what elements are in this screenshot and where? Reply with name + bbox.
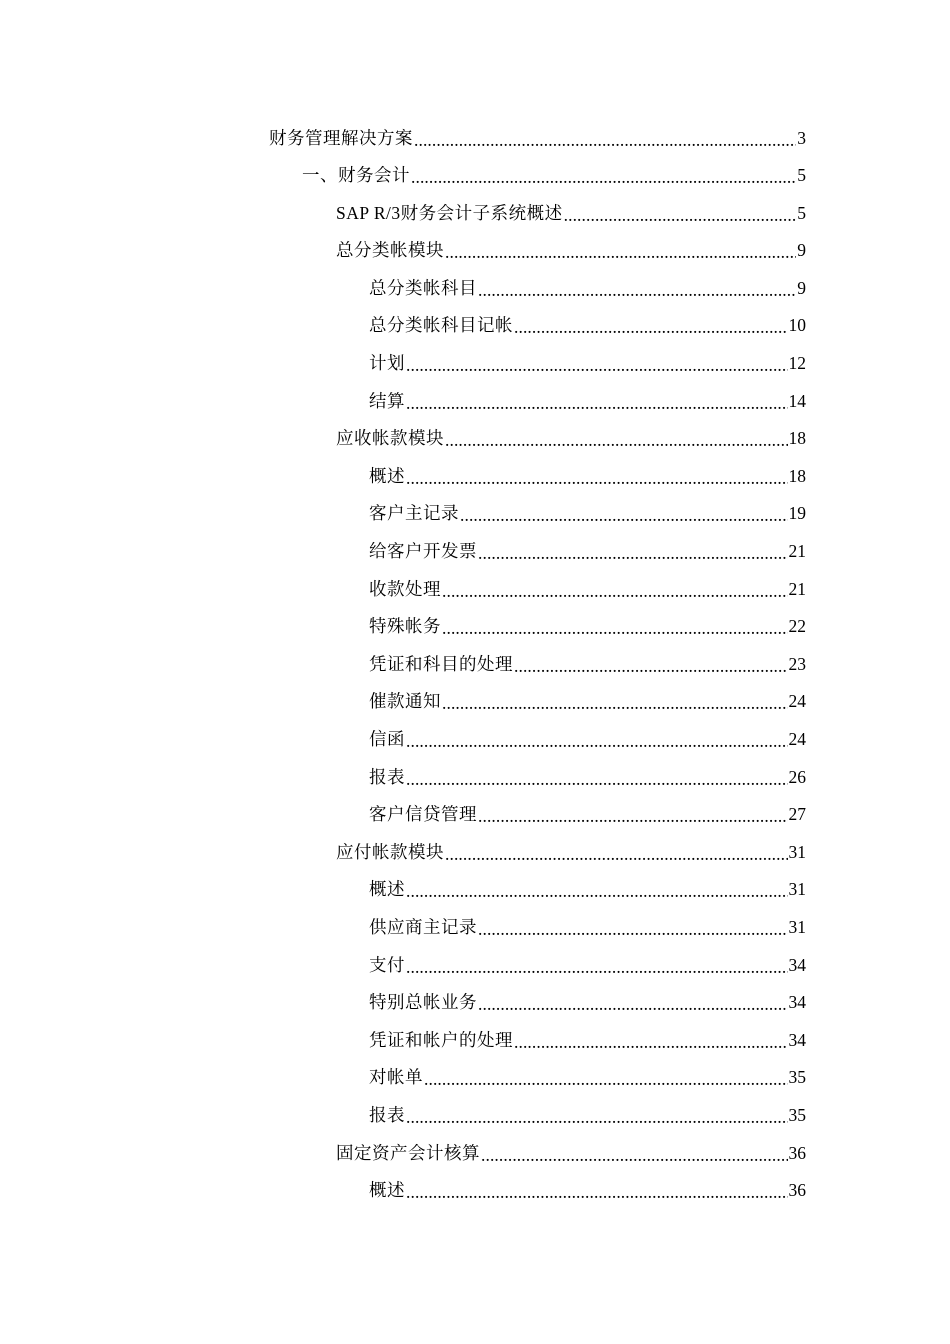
dot-leader — [414, 122, 796, 160]
dot-leader — [514, 648, 788, 686]
toc-entry-title: 应付帐款模块 — [336, 841, 444, 862]
toc-page-number: 23 — [788, 653, 806, 674]
toc-page-number: 19 — [788, 503, 806, 524]
toc-entry[interactable] — [369, 345, 806, 383]
table-of-contents — [0, 120, 950, 1210]
toc-page-number: 26 — [788, 766, 806, 787]
toc-entry[interactable] — [369, 721, 806, 759]
toc-entry-title: 客户主记录 — [369, 503, 459, 524]
toc-page-number: 12 — [788, 353, 806, 374]
toc-entry-title: 概述 — [369, 1180, 405, 1201]
dot-leader — [460, 497, 788, 535]
toc-page-number: 34 — [788, 992, 806, 1013]
toc-entry[interactable] — [369, 871, 806, 909]
toc-entry[interactable] — [336, 1135, 806, 1173]
toc-entry[interactable] — [369, 1059, 806, 1097]
dot-leader — [481, 1137, 788, 1175]
dot-leader — [424, 1061, 788, 1099]
toc-page-number: 3 — [797, 127, 806, 148]
toc-page-number: 36 — [788, 1142, 806, 1163]
toc-entry-title: 特别总帐业务 — [369, 992, 477, 1013]
dot-leader — [406, 385, 788, 423]
toc-entry[interactable] — [369, 796, 806, 834]
toc-page-number: 18 — [788, 428, 806, 449]
toc-entry[interactable] — [369, 947, 806, 985]
toc-entry-title: 应收帐款模块 — [336, 428, 444, 449]
toc-entry-title: 收款处理 — [369, 578, 441, 599]
dot-leader — [411, 159, 796, 197]
toc-entry[interactable] — [369, 495, 806, 533]
toc-entry[interactable] — [369, 571, 806, 609]
toc-entry[interactable] — [369, 1022, 806, 1060]
toc-entry[interactable] — [336, 420, 806, 458]
toc-entry[interactable] — [369, 1172, 806, 1210]
toc-page-number: 9 — [797, 277, 806, 298]
toc-page-number: 35 — [788, 1104, 806, 1125]
dot-leader — [406, 1099, 788, 1137]
toc-page-number: 34 — [788, 954, 806, 975]
dot-leader — [514, 309, 788, 347]
toc-entry-title: 报表 — [369, 766, 405, 787]
toc-entry[interactable] — [369, 683, 806, 721]
toc-page-number: 5 — [797, 165, 806, 186]
toc-entry-title: 客户信贷管理 — [369, 804, 477, 825]
dot-leader — [478, 986, 788, 1024]
toc-entry-title: 信函 — [369, 729, 405, 749]
toc-entry[interactable] — [336, 834, 806, 872]
dot-leader — [406, 761, 788, 799]
dot-leader — [406, 723, 788, 761]
toc-page-number: 35 — [788, 1067, 806, 1088]
toc-entry-title: 固定资产会计核算 — [336, 1142, 480, 1163]
toc-entry[interactable] — [369, 646, 806, 684]
toc-entry[interactable] — [369, 270, 806, 308]
toc-page-number: 24 — [788, 729, 806, 749]
dot-leader — [406, 1174, 788, 1212]
toc-entry-title: 特殊帐务 — [369, 616, 441, 637]
toc-entry-title: 给客户开发票 — [369, 541, 477, 562]
toc-page-number: 24 — [788, 691, 806, 712]
toc-entry[interactable] — [369, 909, 806, 947]
toc-entry[interactable] — [369, 533, 806, 571]
toc-entry-title: 对帐单 — [369, 1067, 423, 1088]
toc-entry[interactable] — [369, 458, 806, 496]
dot-leader — [442, 685, 788, 723]
dot-leader — [478, 272, 796, 310]
toc-page-number: 9 — [797, 240, 806, 261]
toc-entry-title: 总分类帐模块 — [336, 240, 444, 261]
toc-page-number: 5 — [797, 202, 806, 223]
toc-page-number: 10 — [788, 315, 806, 336]
dot-leader — [478, 535, 788, 573]
toc-entry-title: 一、财务会计 — [302, 165, 410, 186]
dot-leader — [478, 911, 788, 949]
dot-leader — [445, 836, 788, 874]
toc-page-number: 31 — [788, 916, 806, 937]
toc-entry[interactable] — [336, 195, 806, 233]
dot-leader — [445, 422, 788, 460]
toc-entry[interactable] — [369, 383, 806, 421]
toc-entry-title: 总分类帐科目 — [369, 277, 477, 298]
dot-leader — [445, 234, 796, 272]
dot-leader — [406, 873, 788, 911]
toc-entry-title: 概述 — [369, 879, 405, 900]
toc-page-number: 21 — [788, 578, 806, 599]
dot-leader — [406, 347, 788, 385]
toc-entry[interactable] — [269, 120, 806, 158]
toc-page-number: 14 — [788, 390, 806, 411]
toc-page-number: 31 — [788, 879, 806, 900]
toc-entry[interactable] — [336, 232, 806, 270]
toc-entry[interactable] — [369, 1097, 806, 1135]
toc-entry[interactable] — [302, 157, 806, 195]
dot-leader — [442, 610, 788, 648]
toc-page-number: 34 — [788, 1029, 806, 1050]
toc-entry-title: 概述 — [369, 465, 405, 486]
toc-page-number: 31 — [788, 841, 806, 862]
toc-entry-title: 总分类帐科目记帐 — [369, 315, 513, 336]
toc-page-number: 18 — [788, 465, 806, 486]
dot-leader — [442, 573, 788, 611]
toc-page-number: 36 — [788, 1180, 806, 1201]
toc-entry-title: SAP R/3财务会计子系统概述 — [336, 202, 563, 223]
toc-entry-title: 计划 — [369, 353, 405, 374]
dot-leader — [514, 1024, 788, 1062]
toc-page-number: 22 — [788, 616, 806, 637]
toc-entry[interactable] — [369, 608, 806, 646]
dot-leader — [406, 949, 788, 987]
toc-page-number: 27 — [788, 804, 806, 825]
toc-entry-title: 凭证和科目的处理 — [369, 653, 513, 674]
toc-entry-title: 催款通知 — [369, 691, 441, 712]
toc-entry-title: 凭证和帐户的处理 — [369, 1029, 513, 1050]
toc-entry-title: 报表 — [369, 1104, 405, 1125]
toc-entry-title: 支付 — [369, 954, 405, 975]
dot-leader — [406, 460, 788, 498]
toc-entry[interactable] — [369, 307, 806, 345]
toc-entry[interactable] — [369, 759, 806, 797]
toc-entry-title: 结算 — [369, 390, 405, 411]
dot-leader — [478, 798, 788, 836]
toc-entry-title: 财务管理解决方案 — [269, 127, 413, 148]
toc-page-number: 21 — [788, 541, 806, 562]
toc-entry[interactable] — [369, 984, 806, 1022]
toc-entry-title: 供应商主记录 — [369, 916, 477, 937]
dot-leader — [564, 197, 797, 235]
